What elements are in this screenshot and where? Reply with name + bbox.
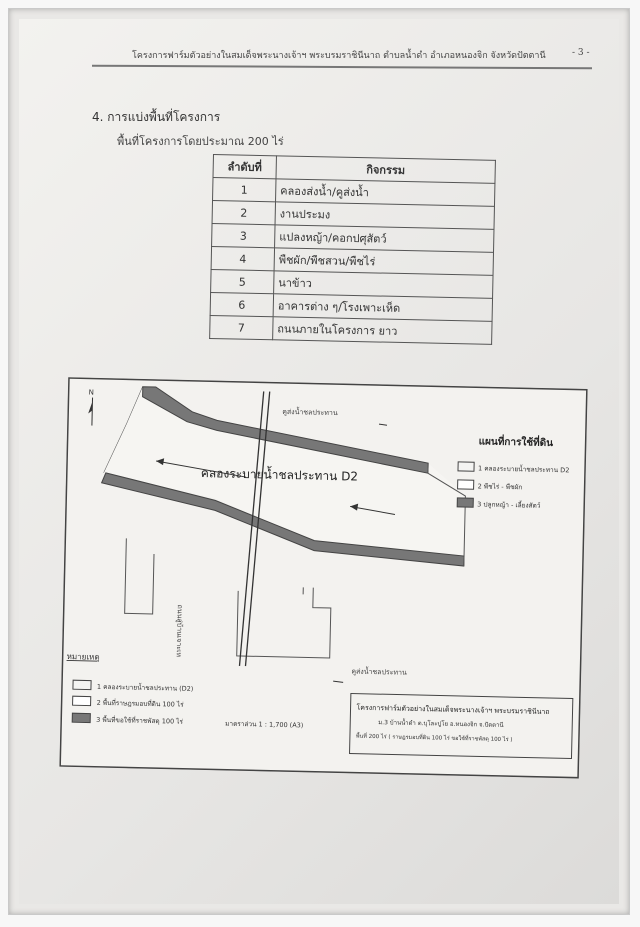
map-scale: มาตราส่วน 1 : 1,700 (A3) bbox=[225, 719, 304, 730]
irrigation-label-top: คูส่งน้ำชลประทาน bbox=[282, 407, 338, 418]
row-activity: คลองส่งน้ำ/คูส่งน้ำ bbox=[276, 179, 495, 207]
legend-swatch bbox=[457, 498, 473, 507]
canal-label: คลองระบายน้ำชลประทาน D2 bbox=[200, 466, 359, 484]
svg-text:1 คลองระบายน้ำชลประทาน D2: 1 คลองระบายน้ำชลประทาน D2 bbox=[477, 464, 570, 475]
land-use-map bbox=[59, 377, 588, 779]
map-svg bbox=[59, 377, 588, 779]
legend-swatch bbox=[458, 480, 474, 489]
legend-title: แผนที่การใช้ที่ดิน bbox=[478, 436, 554, 450]
row-number: 2 bbox=[212, 201, 275, 225]
svg-text:3 พื้นที่ขอใช้ที่ราชพัสดุ 100: 3 พื้นที่ขอใช้ที่ราชพัสดุ 100 ไร่ bbox=[96, 715, 184, 726]
row-number: 7 bbox=[210, 315, 273, 339]
row-activity: อาคารต่าง ๆ/โรงเพาะเห็ด bbox=[273, 294, 492, 322]
row-number: 6 bbox=[210, 292, 273, 316]
row-number: 1 bbox=[213, 178, 276, 202]
irrigation-label-bottom: คูส่งน้ำชลประทาน bbox=[351, 667, 407, 677]
section-subheading: พื้นที่โครงการโดยประมาณ 200 ไร่ bbox=[117, 135, 284, 148]
row-activity: ถนนภายในโครงการ ยาว bbox=[273, 317, 492, 345]
north-label: N bbox=[88, 388, 94, 397]
road-label: ถนนสู่บ้านเจาะเห bbox=[174, 604, 184, 658]
row-number: 3 bbox=[212, 223, 275, 247]
row-number: 4 bbox=[211, 246, 274, 270]
column-header-activity: กิจกรรม bbox=[276, 156, 495, 184]
row-activity: พืชผัก/พืชสวน/พืชไร่ bbox=[274, 248, 493, 276]
page-header bbox=[132, 48, 592, 62]
activity-table bbox=[209, 154, 496, 345]
page-number: - 3 - bbox=[572, 48, 590, 58]
column-header-order: ลำดับที่ bbox=[213, 155, 276, 179]
row-number: 5 bbox=[211, 269, 274, 293]
section-heading: 4. การแบ่งพื้นที่โครงการ bbox=[92, 110, 221, 124]
row-activity: นาข้าว bbox=[274, 271, 493, 299]
info-line-2: ม.3 บ้านน้ำดำ ต.บุโละปูโย อ.หนองจิก จ.ปัตตานี bbox=[378, 719, 504, 729]
notes-title: หมายเหตุ bbox=[66, 652, 100, 662]
legend-swatch bbox=[458, 462, 474, 471]
info-line-3: พื้นที่ 200 ไร่ ( ราษฎรมอบที่ดิน 100 ไร่ ขอใช้ที่ราชพัสดุ 100 ไร่ ) bbox=[355, 733, 513, 744]
row-activity: งานประมง bbox=[275, 202, 494, 230]
header-title: โครงการฟาร์มตัวอย่างในสมเด็จพระนางเจ้าฯ พระบรมราชินีนาถ ตำบลน้ำดำ อำเภอหนองจิก จังหวัดปัตตานี bbox=[132, 51, 546, 61]
svg-text:3 ปลูกหญ้า - เลี้ยงสัตว์: 3 ปลูกหญ้า - เลี้ยงสัตว์ bbox=[477, 500, 541, 510]
svg-text:2 พืชไร่ - พืชผัก: 2 พืชไร่ - พืชผัก bbox=[477, 482, 523, 492]
info-title: โครงการฟาร์มตัวอย่างในสมเด็จพระนางเจ้าฯ พระบรมราชินีนาถ bbox=[356, 703, 550, 717]
svg-text:2 พื้นที่ราษฎรมอบที่ดิน 100 ไร: 2 พื้นที่ราษฎรมอบที่ดิน 100 ไร่ bbox=[96, 698, 184, 709]
row-activity: แปลงหญ้า/คอกปศุสัตว์ bbox=[275, 225, 494, 253]
svg-text:1 คลองระบายน้ำชลประทาน (D2): 1 คลองระบายน้ำชลประทาน (D2) bbox=[96, 682, 194, 693]
